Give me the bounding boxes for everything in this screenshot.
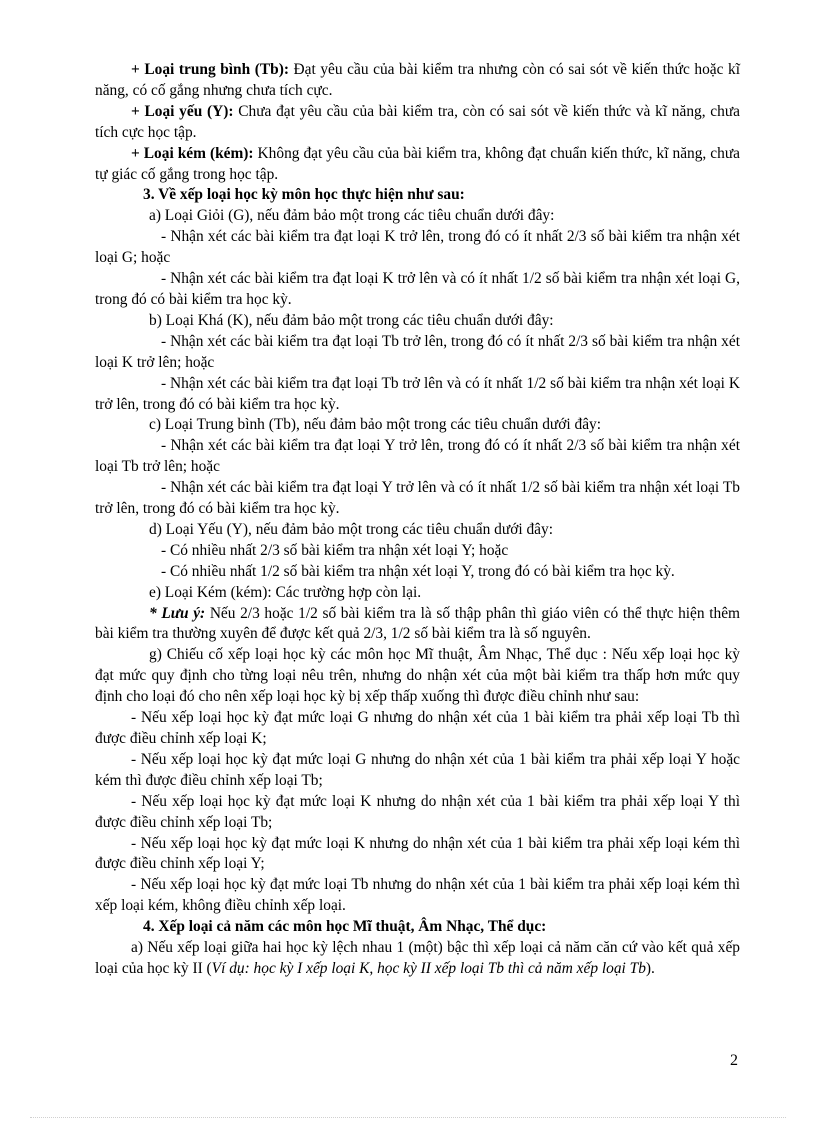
text-run: d) Loại Yếu (Y), nếu đảm bảo một trong các tiêu chuẩn dưới đây: xyxy=(149,520,553,538)
paragraph xyxy=(95,102,740,144)
text-run: Chưa đạt yêu cầu của bài kiểm tra, còn có sai sót về kiến thức và kĩ năng, chưa tích cực học tập. xyxy=(95,102,740,141)
paragraph xyxy=(95,708,740,750)
bold-text: + Loại trung bình (Tb): xyxy=(131,61,289,78)
text-run: - Có nhiều nhất 2/3 số bài kiểm tra nhận xét loại Y; hoặc xyxy=(161,541,509,559)
paragraph xyxy=(95,875,740,917)
bold-text xyxy=(149,605,205,622)
text-run: - Nếu xếp loại học kỳ đạt mức loại G nhưng do nhận xét của 1 bài kiểm tra phải xếp loại Y hoặc kém thì được điều chỉnh xếp loại Tb; xyxy=(95,750,740,789)
paragraph xyxy=(95,917,740,938)
paragraph xyxy=(95,332,740,374)
text-run: - Nhận xét các bài kiểm tra đạt loại K trở lên, trong đó có ít nhất 2/3 số bài kiểm tra nhận xét loại G; hoặc xyxy=(95,228,740,267)
text-run: Không đạt yêu cầu của bài kiểm tra, không đạt chuẩn kiến thức, kĩ năng, chưa tự giác cố gắng trong học tập. xyxy=(95,144,740,183)
paragraph xyxy=(95,583,740,604)
text-run: - Nhận xét các bài kiểm tra đạt loại K trở lên và có ít nhất 1/2 số bài kiểm tra nhận xét loại G, trong đó có bài kiểm tra học kỳ. xyxy=(95,270,740,308)
text-run: Nếu 2/3 hoặc 1/2 số bài kiểm tra là số thập phân thì giáo viên có thể thực hiện thêm bài kiểm tra thường xuyên để được kết quả 2/3, 1/2 số bài kiểm tra là số nguyên. xyxy=(95,604,741,643)
text-run: - Nếu xếp loại học kỳ đạt mức loại G nhưng do nhận xét của 1 bài kiểm tra phải xếp loại Tb thì được điều chỉnh xếp loại K; xyxy=(95,709,740,747)
bold-text: 4. Xếp loại cả năm các môn học Mĩ thuật, Âm Nhạc, Thể dục: xyxy=(143,918,547,936)
paragraph xyxy=(95,227,740,269)
paragraph xyxy=(95,792,740,834)
paragraph xyxy=(95,541,740,562)
paragraph xyxy=(95,185,740,206)
bold-text: + Loại yếu (Y): xyxy=(131,102,234,120)
page-bottom-border xyxy=(30,1117,786,1118)
document-body xyxy=(95,60,740,980)
paragraph xyxy=(95,436,740,478)
paragraph xyxy=(95,144,740,186)
text-run: - Nhận xét các bài kiểm tra đạt loại Tb trở lên, trong đó có ít nhất 2/3 số bài kiểm tra nhận xét loại K trở lên; hoặc xyxy=(95,332,740,371)
text-run: a) Loại Giỏi (G), nếu đảm bảo một trong các tiêu chuẩn dưới đây: xyxy=(149,207,555,225)
text-run: - Nhận xét các bài kiểm tra đạt loại Tb trở lên và có ít nhất 1/2 số bài kiểm tra nhận xét loại K trở lên, trong đó có bài kiểm tra học kỳ. xyxy=(95,374,740,413)
paragraph xyxy=(95,750,740,792)
text-run: - Có nhiều nhất 1/2 số bài kiểm tra nhận xét loại Y, trong đó có bài kiểm tra học kỳ. xyxy=(161,562,675,580)
text-run: c) Loại Trung bình (Tb), nếu đảm bảo một trong các tiêu chuẩn dưới đây: xyxy=(149,416,602,434)
paragraph xyxy=(95,604,740,646)
text-run: - Nhận xét các bài kiểm tra đạt loại Y trở lên, trong đó có ít nhất 2/3 số bài kiểm tra nhận xét loại Tb trở lên; hoặc xyxy=(95,437,740,476)
text-run: g) Chiếu cố xếp loại học kỳ các môn học Mĩ thuật, Âm Nhạc, Thể dục : Nếu xếp loại học kỳ đạt mức quy định cho từng loại nêu trên, nhưng do nhận xét của một bài kiểm tra thấp hơn mức quy định cho loại đó cho nên xếp loại học kỳ bị xếp thấp xuống thì được điều chỉnh như sau: xyxy=(95,646,740,706)
emphasis-text: * Lưu ý: xyxy=(149,604,206,622)
paragraph xyxy=(95,834,740,876)
text-run: - Nếu xếp loại học kỳ đạt mức loại K nhưng do nhận xét của 1 bài kiểm tra phải xếp loại kém thì được điều chỉnh xếp loại Y; xyxy=(95,834,740,873)
text-run: Đạt yêu cầu của bài kiểm tra nhưng còn có sai sót về kiến thức hoặc kĩ năng, có cố gắng nhưng chưa tích cực. xyxy=(95,61,740,99)
text-run: b) Loại Khá (K), nếu đảm bảo một trong các tiêu chuẩn dưới đây: xyxy=(149,311,554,329)
paragraph xyxy=(95,269,740,311)
paragraph xyxy=(95,311,740,332)
paragraph xyxy=(95,374,740,416)
text-run: a) Nếu xếp loại giữa hai học kỳ lệch nhau 1 (một) bậc thì xếp loại cả năm căn cứ vào kết quả xếp loại của học kỳ II ( xyxy=(95,939,740,977)
paragraph xyxy=(95,645,740,708)
text-run: - Nếu xếp loại học kỳ đạt mức loại K nhưng do nhận xét của 1 bài kiểm tra phải xếp loại Y thì được điều chỉnh xếp loại Tb; xyxy=(95,792,740,831)
bold-text: 3. Về xếp loại học kỳ môn học thực hiện như sau: xyxy=(143,186,465,204)
text-run: - Nếu xếp loại học kỳ đạt mức loại Tb nhưng do nhận xét của 1 bài kiểm tra phải xếp loại kém thì xếp loại kém, không điều chỉnh xếp loại. xyxy=(95,876,740,915)
paragraph xyxy=(95,938,740,980)
italic-text: Ví dụ: học kỳ I xếp loại K, học kỳ II xếp loại Tb thì cả năm xếp loại Tb xyxy=(211,959,646,977)
paragraph xyxy=(95,206,740,227)
paragraph xyxy=(95,478,740,520)
bold-text: + Loại kém (kém): xyxy=(131,144,254,162)
paragraph xyxy=(95,520,740,541)
paragraph xyxy=(95,562,740,583)
page-number: 2 xyxy=(730,1052,738,1069)
text-run: ). xyxy=(645,959,655,977)
paragraph xyxy=(95,415,740,436)
paragraph xyxy=(95,60,740,102)
text-run: - Nhận xét các bài kiểm tra đạt loại Y trở lên và có ít nhất 1/2 số bài kiểm tra nhận xét loại Tb trở lên, trong đó có bài kiểm tra học kỳ. xyxy=(95,479,740,518)
text-run: e) Loại Kém (kém): Các trường hợp còn lại. xyxy=(149,583,422,601)
